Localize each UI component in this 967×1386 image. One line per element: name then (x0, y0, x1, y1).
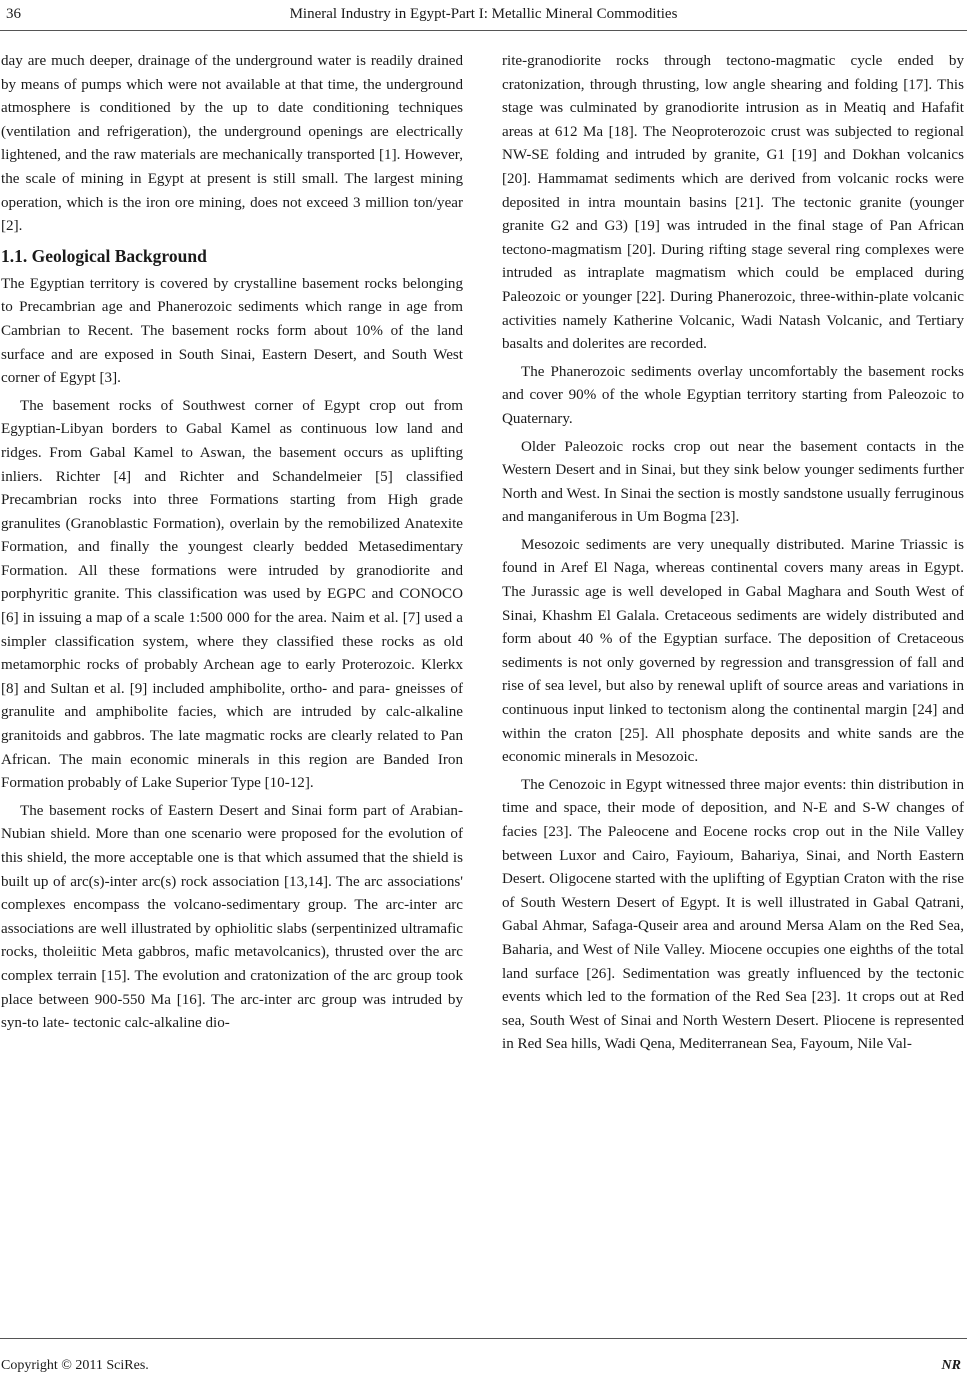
paragraph: The Egyptian territory is covered by crystalline basement rocks belonging to Precambrian age and Phanerozoic sediments which range in age from Cambrian to Recent. The basement rocks form about 10% of the land surface and are exposed in South Sinai, Eastern Desert, and South West corner of Egypt [3]. (1, 275, 463, 387)
left-column (1, 50, 463, 1040)
journal-abbreviation: NR (941, 1358, 961, 1373)
running-title: Mineral Industry in Egypt-Part I: Metallic Mineral Commodities (289, 6, 678, 22)
page-footer (0, 1338, 967, 1378)
paragraph: The Cenozoic in Egypt witnessed three major events: thin distribution in time and space, their mode of deposition, and N-E and S-W changes of facies [23]. The Paleocene and Eocene rocks crop out in the Nile Valley between Luxor and Cairo, Fayioum, Bahariya, Sinai, and North Eastern Desert. Oligocene started with the uplifting of Egyptian Craton with the rise of South Western Desert of Egypt. It is well illustrated in Gabal Qatrani, Gabal Ahmar, Safaga-Quseir area and around Mersa Alam on the Red Sea, Baharia, and West of Nile Valley. Miocene occupies one eighths of the total land surface [26]. Sedimentation was greatly influenced by the tectonic events which led to the formation of the Red Sea [23]. 1t crops out at Red sea, South West of Sinai and North Western Desert. Pliocene is represented in Red Sea hills, Wadi Qena, Mediterranean Sea, Fayoum, Nile Val- (502, 776, 964, 1053)
page-number: 36 (6, 6, 21, 22)
page-header (0, 0, 967, 30)
paragraph: Mesozoic sediments are very unequally distributed. Marine Triassic is found in Aref El Naga, whereas continental covers many areas in Egypt. The Jurassic age is well developed in Gabal Maghara and South West of Sinai, Khashm El Galala. Cretaceous sediments are widely distributed and form about 40 % of the Egyptian surface. The deposition of Cretaceous sediments is not only governed by regression and transgression of fall and rise of sea level, but also by renewal uplift of source areas and variations in continuous input linked to tectonism along the continental margin [24] and within the craton [25]. All phosphate deposits and white sands are the economic minerals in Mesozoic. (502, 536, 964, 766)
copyright-notice: Copyright © 2011 SciRes. (1, 1358, 149, 1373)
paragraph: The basement rocks of Southwest corner of Egypt crop out from Egyptian-Libyan borders to Gabal Kamel as continuous low land and ridges. From Gabal Kamel to Aswan, the basement occurs as uplifting inliers. Richter [4] and Richter and Schandelmeier [5] classified Precambrian rocks into three Formations starting from High grade granulites (Granoblastic Formation), overlain by the remobilized Anatexite Formation, and finally the youngest clearly bedded Metasedimentary Formation. All these formations were intruded by granodiorite and porphyritic granite. This classification was used by EGPC and CONOCO [6] in issuing a map of a scale 1:500 000 for the area. Naim et al. [7] used a simpler classification system, where they classified these rocks as old metamorphic rocks of probably Archean age to early Proterozoic. Klerkx [8] and Sultan et al. [9] included amphibolite, ortho- and para- gneisses of granulite and amphibolite facies, which are intruded by calc-alkaline granitoids and gabbros. The late magmatic rocks are clearly related to Pan African. The main economic minerals in this region are Banded Iron Formation probably of Lake Superior Type [10-12]. (1, 397, 463, 792)
paragraph: Older Paleozoic rocks crop out near the basement contacts in the Western Desert and in Sinai, but they sink below younger sediments further North and West. In Sinai the section is mostly sandstone usually ferruginous and manganiferous in Um Bogma [23]. (502, 438, 964, 526)
right-column (502, 50, 964, 1061)
paragraph: rite-granodiorite rocks through tectono-magmatic cycle ended by cratonization, through thrusting, low angle shearing and folding [17]. This stage was culminated by granodiorite intrusion as in Meatiq and Hafafit areas at 612 Ma [18]. The Neoproterozoic crust was subjected to regional NW-SE folding and intruded by granite, G1 [19] and Dokhan volcanics [20]. Hammamat sediments which are derived from volcanic rocks were deposited in intra mountain basins [21]. The tectonic granite (younger granite G2 and G3) [19] was intruded in the final stage of Pan African tectono-magmatism [20]. During rifting stage several ring complexes were intruded as intraplate magmatism which could be emplaced during Paleozoic or younger [22]. During Phanerozoic, three-within-plate volcanic activities namely Katherine Volcanic, Wadi Natash Volcanic, and Tertiary basalts and dolerites are recorded. (502, 53, 964, 353)
section-heading: 1.1. Geological Background (1, 245, 207, 266)
footer-rule (0, 1338, 967, 1339)
header-rule (0, 30, 967, 31)
paragraph: The Phanerozoic sediments overlay uncomfortably the basement rocks and cover 90% of the whole Egyptian territory starting from Paleozoic to Quaternary. (502, 363, 964, 427)
paragraph: The basement rocks of Eastern Desert and Sinai form part of Arabian-Nubian shield. More than one scenario were proposed for the evolution of this shield, the more acceptable one is that which assumed that the shield is built up of arc(s)-inter arc(s) rock association [13,14]. The arc associations' complexes encompass the volcano-sedimentary group. The arc-inter arc associations are well illustrated by ophiolitic slabs (serpentinized ultramafic rocks, tholeiitic Meta gabbros, mafic metavolcanics), thrusted over the arc complex terrain [15]. The evolution and cratonization of the arc group took place between 900-550 Ma [16]. The arc-inter arc group was intruded by syn-to late- tectonic calc-alkaline dio- (1, 802, 463, 1032)
paragraph: day are much deeper, drainage of the underground water is readily drained by means of pumps which were not available at that time, the underground atmosphere is conditioned by the up to date conditioning techniques (ventilation and refrigeration), the underground openings are electrically lightened, and the raw materials are mechanically transported [1]. However, the scale of mining in Egypt at present is still small. The largest mining operation, which is the iron ore mining, does not exceed 3 million ton/year [2]. (1, 53, 463, 235)
